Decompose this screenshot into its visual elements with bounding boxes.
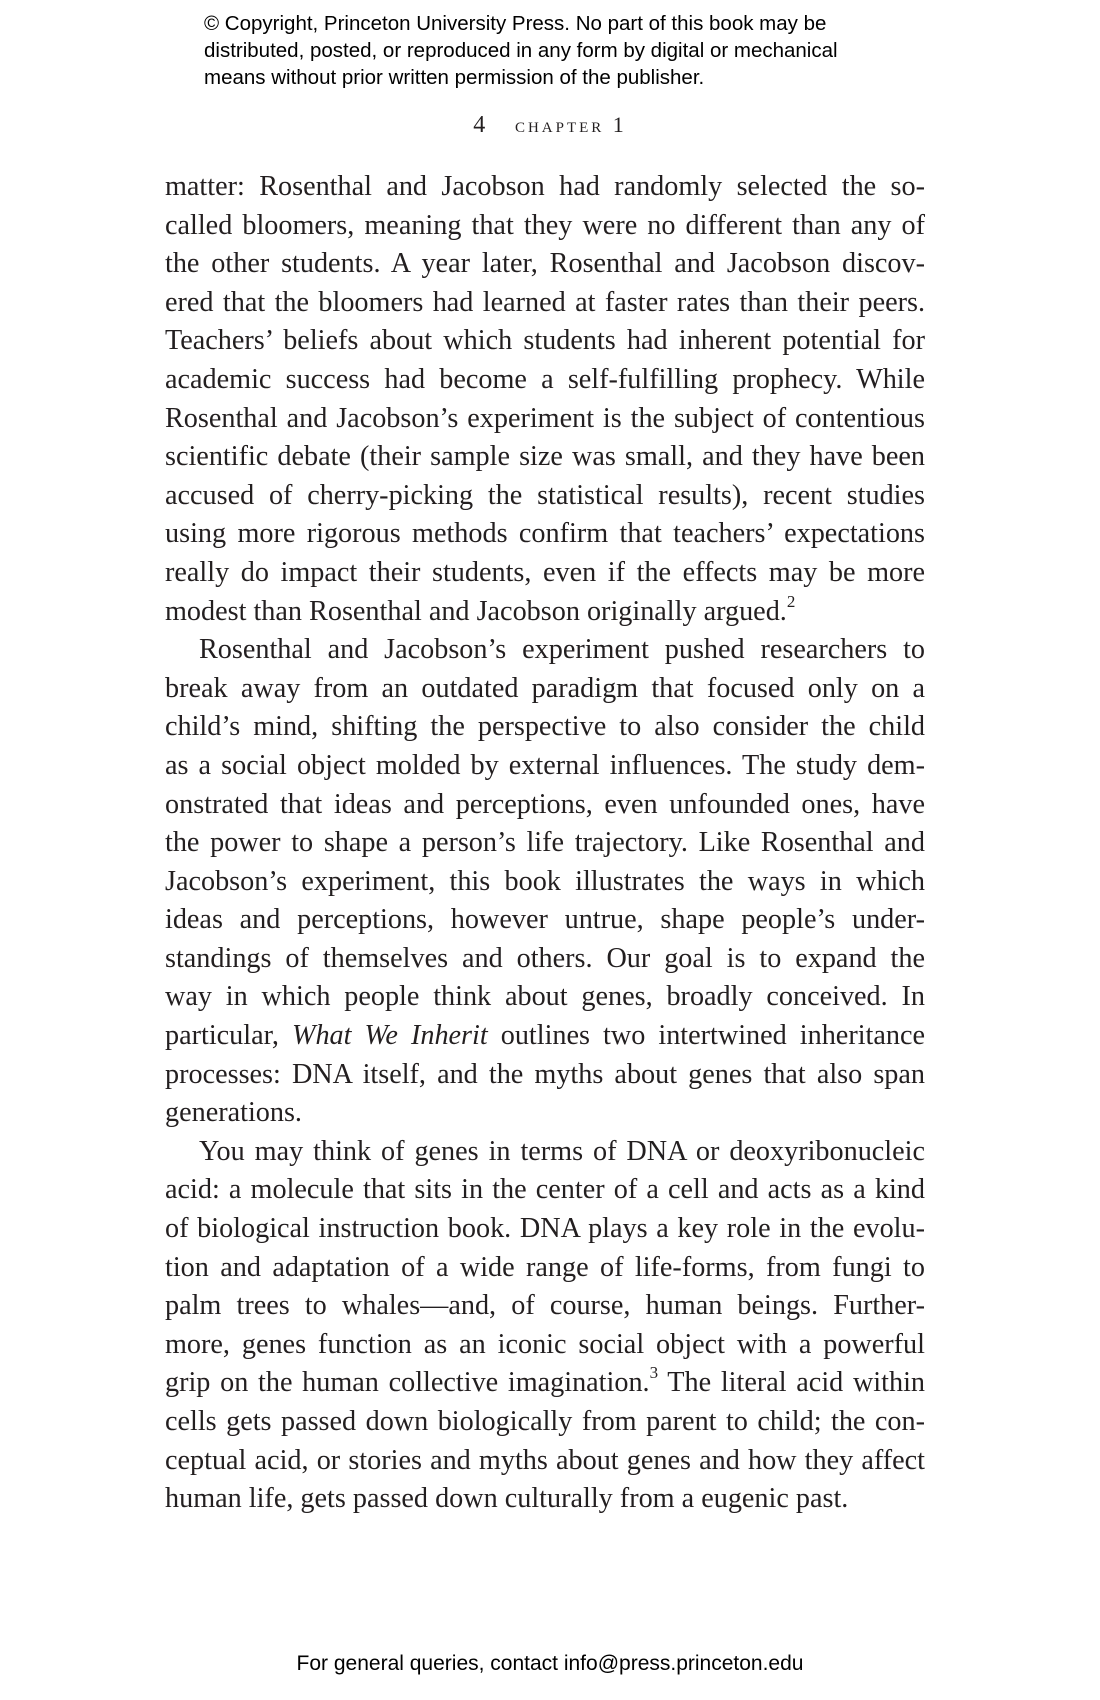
text-line: the other students. A year later, Rosenthal and Jacobson discov-: [165, 248, 925, 280]
paragraph-1: [165, 168, 925, 631]
footnote-ref-3[interactable]: 3: [649, 1363, 659, 1383]
text-line: scientific debate (their sample size was small, and they have been: [165, 441, 925, 473]
text-line: palm trees to whales—and, of course, human beings. Further-: [165, 1290, 925, 1322]
text-line: cells gets passed down biologically from parent to child; the con-: [165, 1406, 925, 1437]
text-run: The literal acid within: [658, 1367, 925, 1399]
text-run: particular,: [165, 1020, 292, 1052]
text-line: really do impact their students, even if the effects may be more: [165, 556, 925, 588]
text-line: of biological instruction book. DNA plays a key role in the evolu-: [165, 1213, 925, 1245]
text-line: ered that the bloomers had learned at faster rates than their peers.: [165, 286, 925, 318]
page-number: 4: [473, 112, 486, 138]
text-line: more, genes function as an iconic social object with a powerful: [165, 1328, 925, 1360]
copyright-notice: [204, 10, 924, 91]
text-line: accused of cherry-picking the statistical results), recent studies: [165, 479, 925, 511]
chapter-label: chapter 1: [514, 112, 627, 137]
text-line: as a social object molded by external influences. The study dem-: [165, 749, 925, 781]
text-line: matter: Rosenthal and Jacobson had randomly selected the so-: [165, 171, 925, 202]
text-run: outlines two intertwined inheritance: [487, 1020, 925, 1052]
copyright-line: distributed, posted, or reproduced in any form by digital or mechanical: [204, 39, 838, 62]
text-line: academic success had become a self-fulfilling prophecy. While: [165, 363, 925, 395]
text-line: [165, 1017, 925, 1056]
text-line: way in which people think about genes, broadly conceived. In: [165, 981, 925, 1013]
text-line: human life, gets passed down culturally from a eugenic past.: [165, 1483, 849, 1515]
text-line: You may think of genes in terms of DNA or deoxyribonucleic: [199, 1135, 925, 1167]
text-line: standings of themselves and others. Our goal is to expand the: [165, 942, 925, 974]
text-line: ceptual acid, or stories and myths about genes and how they affect: [165, 1444, 925, 1476]
text-line: child’s mind, shifting the perspective to also consider the child: [165, 711, 925, 743]
book-title: What We Inherit: [291, 1020, 488, 1052]
text-line: processes: DNA itself, and the myths about genes that also span: [165, 1058, 925, 1090]
text-run: grip on the human collective imagination.: [165, 1367, 650, 1399]
body-text: [165, 168, 925, 1519]
text-line: [165, 593, 925, 632]
text-line: Rosenthal and Jacobson’s experiment is the subject of contentious: [165, 402, 925, 434]
paragraph-2: [165, 631, 925, 1133]
text-line: Teachers’ beliefs about which students had inherent potential for: [165, 325, 925, 357]
running-head: [0, 112, 1100, 139]
text-line: tion and adaptation of a wide range of life-forms, from fungi to: [165, 1251, 925, 1283]
text-run: modest than Rosenthal and Jacobson originally argued.: [165, 595, 787, 627]
text-line: using more rigorous methods confirm that teachers’ expectations: [165, 518, 925, 550]
text-line: generations.: [165, 1097, 302, 1129]
text-line: Rosenthal and Jacobson’s experiment pushed researchers to: [199, 634, 925, 666]
copyright-line: © Copyright, Princeton University Press. No part of this book may be: [204, 12, 827, 35]
text-line: ideas and perceptions, however untrue, shape people’s under-: [165, 904, 925, 936]
paragraph-3: [165, 1133, 925, 1519]
text-line: onstrated that ideas and perceptions, even unfounded ones, have: [165, 788, 925, 820]
copyright-line: means without prior written permission of the publisher.: [204, 66, 705, 89]
contact-footer: For general queries, contact info@press.princeton.edu: [296, 1652, 804, 1675]
text-line: the power to shape a person’s life trajectory. Like Rosenthal and: [165, 827, 925, 859]
text-line: Jacobson’s experiment, this book illustrates the ways in which: [165, 865, 925, 897]
text-line: acid: a molecule that sits in the center of a cell and acts as a kind: [165, 1174, 925, 1206]
footnote-ref-2[interactable]: 2: [786, 591, 796, 611]
text-line: break away from an outdated paradigm that focused only on a: [165, 672, 925, 704]
text-line: called bloomers, meaning that they were no different than any of: [165, 209, 925, 241]
text-line: [165, 1364, 925, 1403]
